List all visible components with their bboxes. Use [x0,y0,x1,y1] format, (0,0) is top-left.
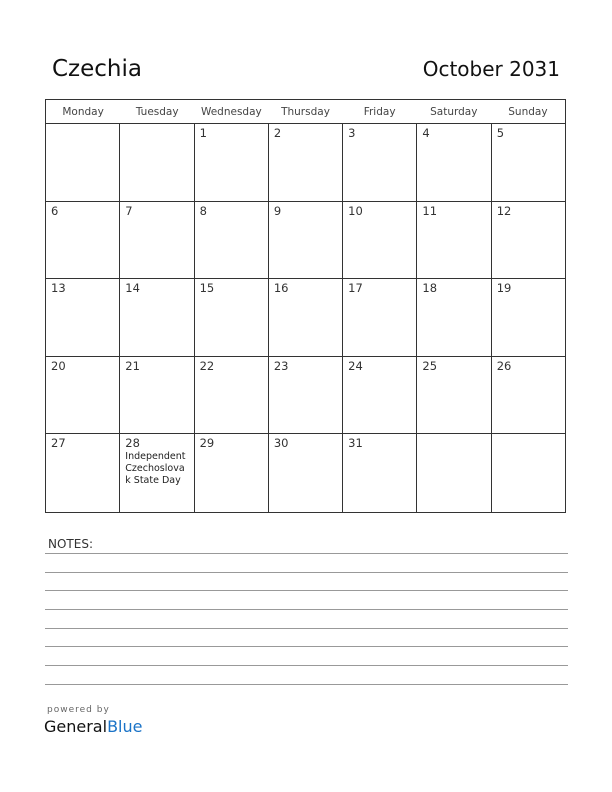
day-number: 30 [273,436,289,450]
week-row [46,202,565,280]
day-cell-7 [120,202,194,279]
notes-line [45,684,568,685]
weekday-thursday: Thursday [281,106,330,118]
empty-day-cell [417,434,491,512]
day-number: 15 [199,281,215,295]
day-cell-12 [492,202,565,279]
notes-line [45,572,568,573]
day-cell-30 [269,434,343,512]
day-cell-2 [269,124,343,201]
day-cell-28 [120,434,194,512]
empty-day-cell [46,124,120,201]
weekday-monday: Monday [62,106,104,118]
day-number: 19 [496,281,512,295]
day-cell-5 [492,124,565,201]
day-cell-11 [417,202,491,279]
day-cell-29 [195,434,269,512]
weekday-saturday: Saturday [430,106,478,118]
generalblue-logo [44,717,142,736]
day-number: 1 [199,126,207,140]
notes-line [45,609,568,610]
day-cell-25 [417,357,491,434]
notes-line [45,665,568,666]
day-number: 23 [273,358,289,373]
month-year-title: October 2031 [422,57,560,81]
day-cell-27 [46,434,120,512]
day-number: 14 [125,281,140,295]
week-row [46,434,565,512]
week-row [46,124,565,202]
day-number: 11 [422,203,438,218]
day-cell-21 [120,357,194,434]
day-cell-15 [195,279,269,356]
calendar-weeks [46,124,565,512]
week-row [46,357,565,435]
weekday-header-row [46,100,565,124]
day-cell-10 [343,202,417,279]
day-number: 17 [348,281,363,295]
empty-day-cell [492,434,565,512]
day-number: 3 [348,126,356,140]
day-cell-23 [269,357,343,434]
day-number: 26 [496,358,512,373]
day-cell-6 [46,202,120,279]
notes-line [45,553,568,554]
week-row [46,279,565,357]
day-cell-4 [417,124,491,201]
day-number: 31 [348,436,363,450]
day-number: 20 [51,358,66,373]
day-number: 22 [199,358,215,373]
day-cell-16 [269,279,343,356]
holiday-event: Independent Czechoslovak State Day [125,451,186,486]
day-number: 24 [348,358,363,373]
day-number: 18 [422,281,438,295]
day-number: 16 [273,281,289,295]
notes-line [45,646,568,647]
notes-label: NOTES: [48,537,93,551]
day-cell-9 [269,202,343,279]
logo-blue: Blue [107,717,143,736]
weekday-tuesday: Tuesday [135,106,179,118]
day-cell-1 [195,124,269,201]
day-number: 10 [348,203,363,218]
day-number: 25 [422,358,438,373]
day-number: 28 [125,436,140,450]
day-cell-19 [492,279,565,356]
notes-line [45,590,568,591]
day-cell-24 [343,357,417,434]
weekday-friday: Friday [363,106,396,118]
day-number: 9 [273,203,282,218]
logo-general: General [44,717,108,736]
day-number: 8 [199,203,207,218]
weekday-sunday: Sunday [508,106,548,118]
day-cell-22 [195,357,269,434]
notes-line [45,628,568,629]
powered-by-text: powered by [47,705,110,715]
day-cell-26 [492,357,565,434]
weekday-wednesday: Wednesday [200,106,262,118]
empty-day-cell [120,124,194,201]
day-number: 6 [51,203,59,218]
day-cell-13 [46,279,120,356]
day-number: 4 [422,126,430,140]
day-number: 13 [51,281,66,295]
day-cell-3 [343,124,417,201]
day-number: 29 [199,436,215,450]
day-number: 7 [125,203,133,218]
day-cell-8 [195,202,269,279]
day-cell-20 [46,357,120,434]
day-number: 27 [51,436,66,450]
country-title: Czechia [52,56,142,82]
day-cell-14 [120,279,194,356]
day-number: 12 [496,203,512,218]
calendar-grid [45,99,566,513]
day-number: 21 [125,358,140,373]
day-number: 5 [496,126,505,140]
day-cell-17 [343,279,417,356]
day-number: 2 [273,126,282,140]
day-cell-31 [343,434,417,512]
day-cell-18 [417,279,491,356]
